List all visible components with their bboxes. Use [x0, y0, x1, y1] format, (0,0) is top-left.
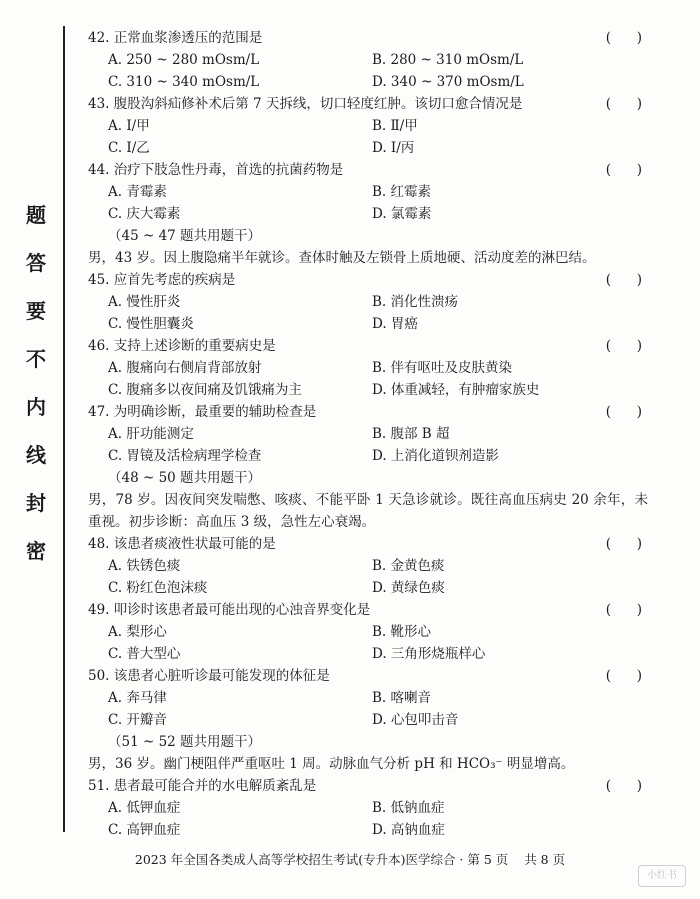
answer-parentheses: ( ): [605, 602, 642, 618]
page-footer: 2023 年全国各类成人高等学校招生考试(专升本)医学综合 · 第 5 页 共 8 页: [134, 852, 566, 867]
answer-parentheses: ( ): [605, 536, 642, 552]
option-b: B. Ⅱ/甲: [372, 118, 418, 134]
option-c: C. 胃镜及活检病理学检查: [108, 448, 262, 464]
question-stem: 51. 患者最可能合并的水电解质紊乱是: [88, 778, 317, 794]
option-c: C. Ⅰ/乙: [108, 140, 150, 156]
answer-parentheses: ( ): [605, 668, 642, 684]
option-a: A. Ⅰ/甲: [108, 118, 150, 134]
watermark-logo: [638, 865, 686, 887]
option-d: D. 体重减轻，有肿瘤家族史: [372, 382, 540, 398]
option-b: B. 腹部 B 超: [372, 426, 450, 442]
seal-char: 密: [26, 539, 46, 563]
seal-line-notice: [22, 205, 50, 589]
question-list: [88, 27, 648, 841]
option-b: B. 低钠血症: [372, 800, 445, 816]
option-a: A. 奔马律: [108, 690, 167, 706]
option-b: B. 伴有呕吐及皮肤黄染: [372, 360, 513, 376]
option-a: A. 250 ~ 280 mOsm/L: [108, 52, 260, 68]
question-stem: 44. 治疗下肢急性丹毒，首选的抗菌药物是: [88, 162, 344, 178]
question-48: [88, 533, 648, 599]
question-45: [88, 269, 648, 335]
question-51: [88, 775, 648, 841]
answer-parentheses: ( ): [605, 30, 642, 46]
question-stem: 43. 腹股沟斜疝修补术后第 7 天拆线，切口轻度红肿。该切口愈合情况是: [88, 96, 523, 112]
option-d: D. 三角形烧瓶样心: [372, 646, 486, 662]
option-a: A. 慢性肝炎: [108, 294, 181, 310]
option-a: A. 低钾血症: [108, 800, 181, 816]
option-d: D. 黄绿色痰: [372, 580, 445, 596]
option-b: B. 靴形心: [372, 624, 432, 640]
seal-char: 题: [26, 203, 46, 227]
shared-stem-heading: （51 ~ 52 题共用题干）: [108, 734, 262, 750]
option-c: C. 慢性胆囊炎: [108, 316, 194, 332]
option-a: A. 青霉素: [108, 184, 167, 200]
option-b: B. 喀喇音: [372, 690, 432, 706]
option-d: D. 340 ~ 370 mOsm/L: [372, 74, 524, 90]
binding-margin-line: [63, 26, 65, 832]
option-c: C. 腹痛多以夜间痛及饥饿痛为主: [108, 382, 302, 398]
question-47: [88, 401, 648, 467]
option-a: A. 梨形心: [108, 624, 167, 640]
question-44: [88, 159, 648, 225]
seal-char: 封: [26, 491, 46, 515]
option-d: D. 胃癌: [372, 316, 418, 332]
question-stem: 45. 应首先考虑的疾病是: [88, 272, 236, 288]
option-c: C. 普大型心: [108, 646, 181, 662]
case-description: 男，43 岁。因上腹隐痛半年就诊。查体时触及左锁骨上质地硬、活动度差的淋巴结。: [88, 250, 596, 266]
question-42: [88, 27, 648, 93]
seal-char: 答: [26, 251, 46, 275]
option-a: A. 铁锈色痰: [108, 558, 181, 574]
shared-stem-heading: （48 ~ 50 题共用题干）: [108, 470, 262, 486]
question-stem: 50. 该患者心脏听诊最可能发现的体征是: [88, 668, 330, 684]
answer-parentheses: ( ): [605, 162, 642, 178]
answer-parentheses: ( ): [605, 96, 642, 112]
option-b: B. 金黄色痰: [372, 558, 445, 574]
option-d: D. 氯霉素: [372, 206, 432, 222]
question-stem: 46. 支持上述诊断的重要病史是: [88, 338, 276, 354]
option-d: D. 心包叩击音: [372, 712, 459, 728]
question-50: [88, 665, 648, 731]
seal-char: 不: [26, 347, 46, 371]
option-c: C. 粉红色泡沫痰: [108, 580, 208, 596]
seal-char: 要: [26, 299, 46, 323]
case-description: 男，78 岁。因夜间突发喘憋、咳痰、不能平卧 1 天急诊就诊。既往高血压病史 20 余年，未重视。初步诊断：高血压 3 级，急性左心衰竭。: [88, 492, 648, 530]
option-a: A. 腹痛向右侧肩背部放射: [108, 360, 262, 376]
answer-parentheses: ( ): [605, 272, 642, 288]
option-c: C. 310 ~ 340 mOsm/L: [108, 74, 260, 90]
exam-title: 2023 年全国各类成人高等学校招生考试(专升本)医学综合: [134, 852, 456, 867]
question-46: [88, 335, 648, 401]
option-b: B. 红霉素: [372, 184, 432, 200]
option-b: B. 消化性溃疡: [372, 294, 459, 310]
seal-char: 内: [26, 395, 46, 419]
option-b: B. 280 ~ 310 mOsm/L: [372, 52, 524, 68]
answer-parentheses: ( ): [605, 404, 642, 420]
watermark-text: 小红书: [647, 870, 677, 881]
option-c: C. 开瓣音: [108, 712, 167, 728]
total-pages: 共 8 页: [524, 852, 566, 867]
question-49: [88, 599, 648, 665]
option-a: A. 肝功能测定: [108, 426, 194, 442]
question-43: [88, 93, 648, 159]
option-d: D. 高钠血症: [372, 822, 445, 838]
question-stem: 47. 为明确诊断，最重要的辅助检查是: [88, 404, 317, 420]
question-stem: 42. 正常血浆渗透压的范围是: [88, 30, 263, 46]
shared-stem-heading: （45 ~ 47 题共用题干）: [108, 228, 262, 244]
option-d: D. 上消化道钡剂造影: [372, 448, 499, 464]
option-c: C. 高钾血症: [108, 822, 181, 838]
page-number: 第 5 页: [467, 852, 509, 867]
option-c: C. 庆大霉素: [108, 206, 181, 222]
case-description: 男，36 岁。幽门梗阻伴严重呕吐 1 周。动脉血气分析 pH 和 HCO₃⁻ 明显增高。: [88, 756, 575, 772]
option-d: D. Ⅰ/丙: [372, 140, 415, 156]
question-stem: 49. 叩诊时该患者最可能出现的心浊音界变化是: [88, 602, 371, 618]
answer-parentheses: ( ): [605, 338, 642, 354]
answer-parentheses: ( ): [605, 778, 642, 794]
seal-char: 线: [26, 443, 46, 467]
question-stem: 48. 该患者痰液性状最可能的是: [88, 536, 276, 552]
